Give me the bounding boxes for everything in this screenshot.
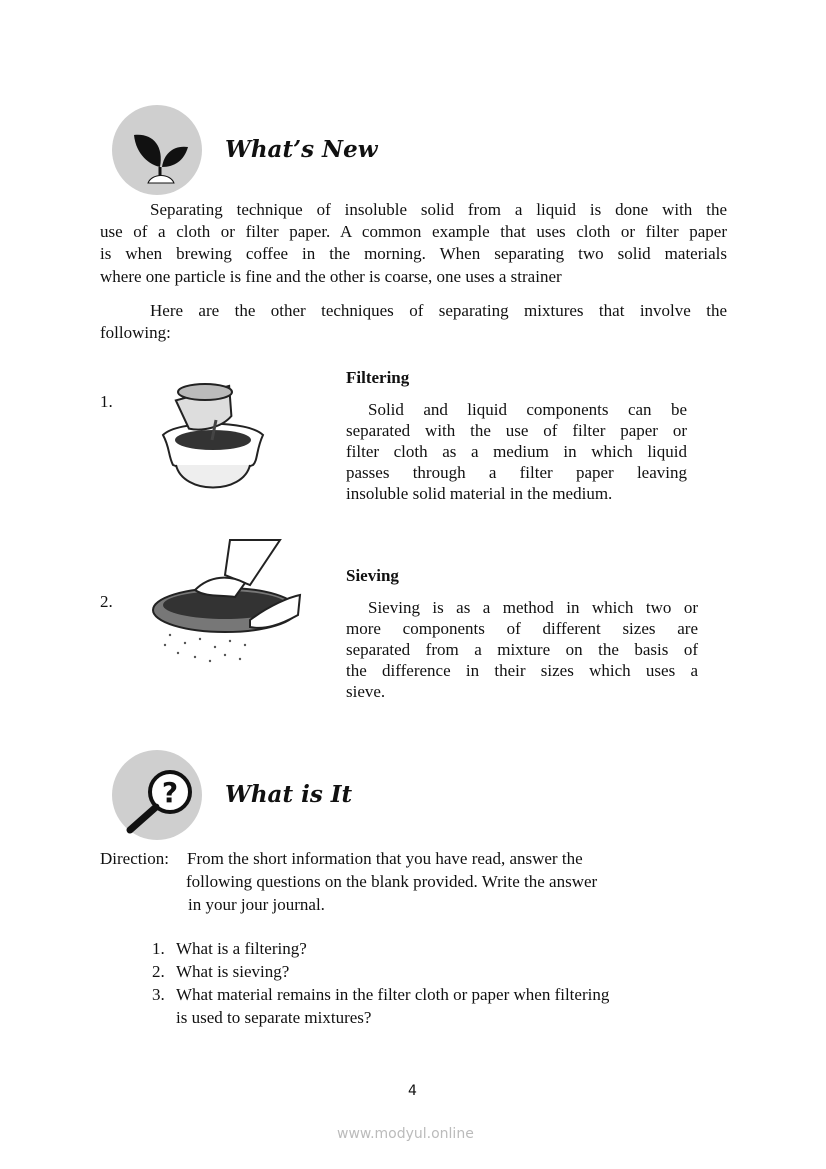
question-number: 3.	[152, 985, 165, 1004]
sieving-illustration	[150, 535, 305, 675]
page-number: 4	[408, 1083, 417, 1099]
direction-label: Direction:	[100, 849, 169, 868]
paragraph-line: is when brewing coffee in the morning. When separating two solid materials	[100, 244, 727, 263]
magnifier-question-icon	[112, 750, 202, 840]
svg-text:?: ?	[161, 776, 179, 809]
technique-line: insoluble solid material in the medium.	[346, 484, 613, 503]
paragraph-line: following:	[100, 323, 171, 342]
technique-line: Sieving is as a method in which two or	[368, 598, 698, 617]
technique-line: separated with the use of filter paper or	[346, 421, 687, 440]
technique-line: filter cloth as a medium in which liquid	[346, 442, 687, 461]
technique-line: the difference in their sizes which uses a	[346, 661, 698, 680]
technique-title-sieving: Sieving	[346, 566, 399, 585]
direction-line: in your jour journal.	[188, 895, 325, 914]
direction-line: From the short information that you have read, answer the	[187, 849, 583, 868]
direction-line: following questions on the blank provided. Write the answer	[186, 872, 598, 891]
technique-line: sieve.	[346, 682, 386, 701]
technique-line: more components of different sizes are	[346, 619, 698, 638]
technique-line: separated from a mixture on the basis of	[346, 640, 698, 659]
question-text: What is a filtering?	[176, 939, 307, 958]
item-number: 2.	[100, 592, 113, 611]
section-title-what-is-it: What is It	[225, 781, 353, 808]
question-number: 2.	[152, 962, 165, 981]
technique-title-filtering: Filtering	[346, 368, 410, 387]
plant-icon	[112, 105, 202, 195]
section-title-whats-new: What’s New	[225, 136, 378, 163]
watermark: www.modyul.online	[337, 1126, 474, 1142]
paragraph-line: use of a cloth or filter paper. A common example that uses cloth or filter paper	[100, 222, 727, 241]
paragraph-line: Separating technique of insoluble solid from a liquid is done with the	[150, 200, 727, 219]
technique-line: passes through a filter paper leaving	[346, 463, 687, 482]
question-text: What is sieving?	[176, 962, 290, 981]
technique-line: Solid and liquid components can be	[368, 400, 687, 419]
question-number: 1.	[152, 939, 165, 958]
item-number: 1.	[100, 392, 113, 411]
filtering-illustration	[158, 380, 268, 510]
paragraph-line: Here are the other techniques of separating mixtures that involve the	[150, 301, 727, 320]
question-text: is used to separate mixtures?	[176, 1008, 372, 1027]
question-text: What material remains in the filter cloth or paper when filtering	[176, 985, 610, 1004]
paragraph-line: where one particle is fine and the other is coarse, one uses a strainer	[100, 267, 562, 286]
